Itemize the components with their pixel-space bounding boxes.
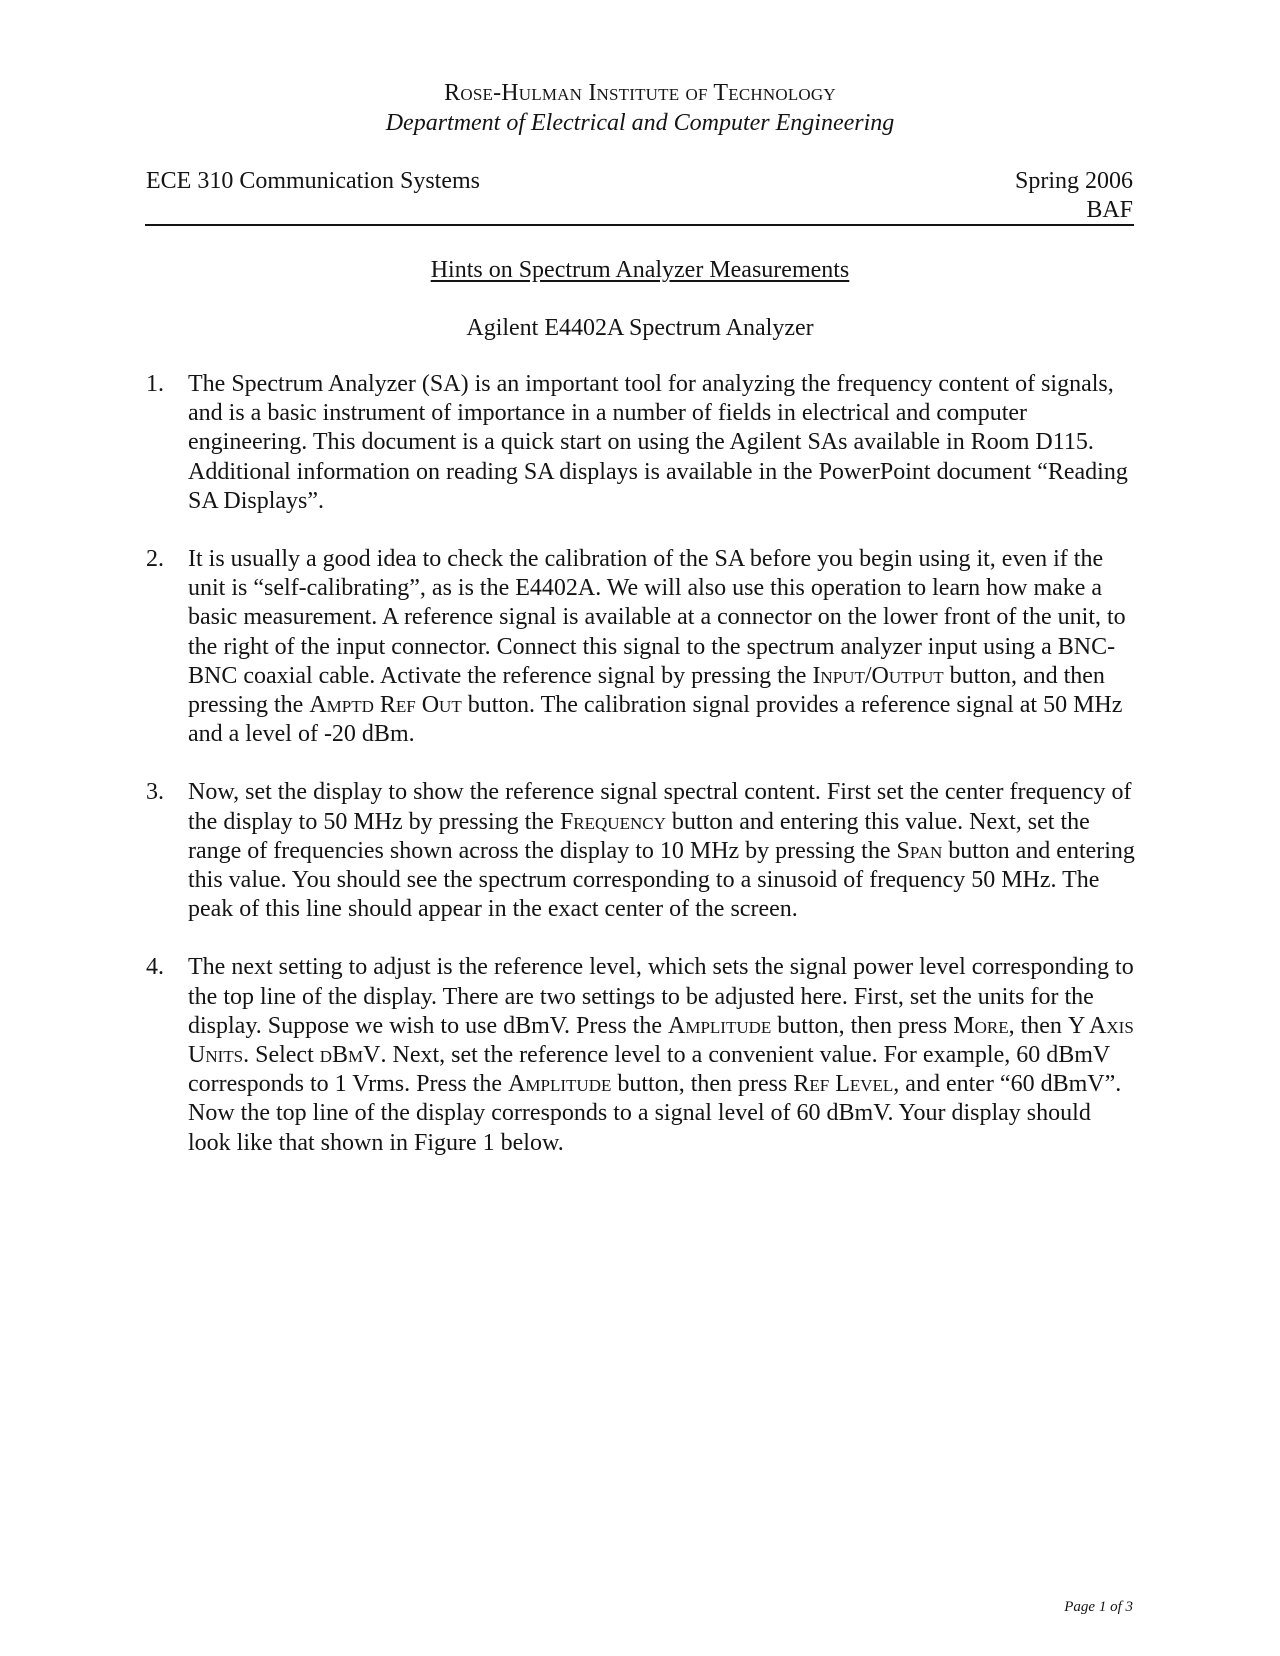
page-number: Page 1 of 3 — [1064, 1599, 1133, 1615]
list-item-text: It is usually a good idea to check the calibration of the SA before you begin using it, even if the unit is “self-calibrating”, as is the E4402A. We will also use this operation to learn how make a basic measurement. A reference signal is available at a connector on the lower front of the unit, to the right of the input connector. Connect this signal to the spectrum analyzer input using a BNC-BNC coaxial cable. Activate the reference signal by pressing the — [188, 546, 1126, 689]
document-subtitle: Agilent E4402A Spectrum Analyzer — [466, 315, 814, 341]
list-item-text: , and enter “60 dBmV”. Now the top line of the display corresponds to a signal level of 60 dBmV. Your display should look like that shown in Figure 1 below. — [188, 1071, 1122, 1156]
author-initials: BAF — [1086, 197, 1133, 223]
list-item-number: 4. — [146, 954, 164, 981]
list-item-text: button and entering this value. Next, set the range of frequencies shown across the display to 10 MHz by pressing the — [188, 808, 1090, 864]
list-item-text: button. The calibration signal provides a reference signal at 50 MHz and a level of -20 dBm. — [188, 692, 1123, 748]
term-label: Spring 2006 — [1014, 168, 1133, 194]
key-name-amptd-ref-out: Amptd Ref Out — [309, 692, 462, 719]
key-name-dbmv: dBmV — [319, 1042, 381, 1069]
key-name-frequency: Frequency — [559, 808, 666, 835]
list-item-text: The next setting to adjust is the reference level, which sets the signal power level corresponding to the top line of the display. There are two settings to be adjusted here. First, set the units for the display. Suppose we wish to use dBmV. Press the — [188, 954, 1134, 1039]
list-item-text: . Select — [243, 1042, 320, 1069]
key-name-input-output: Input/Output — [812, 662, 944, 689]
list-item-text: button, and then pressing the — [188, 662, 1105, 719]
list-item — [146, 545, 1136, 749]
list-item-text: Now, set the display to show the reference signal spectral content. First set the center frequency of the display to 50 MHz by pressing the — [188, 779, 1132, 835]
list-item-text: , then — [1008, 1012, 1068, 1039]
list-item-text: The Spectrum Analyzer (SA) is an important tool for analyzing the frequency content of signals, and is a basic instrument of importance in a number of fields in electrical and computer engineering. This document is a quick start on using the Agilent SAs available in Room D115. Additional information on reading SA displays is available in the PowerPoint document “Reading SA Displays”. — [188, 371, 1128, 514]
header-divider — [145, 224, 1134, 226]
key-name-span: Span — [896, 837, 943, 864]
key-name-amplitude: Amplitude — [508, 1071, 612, 1098]
key-name-ref-level: Ref Level — [793, 1071, 894, 1098]
list-item-text: . Next, set the reference level to a convenient value. For example, 60 dBmV corresponds to 1 Vrms. Press the — [188, 1042, 1110, 1098]
list-item-text: button, then press — [771, 1012, 954, 1039]
institution-name: Rose-Hulman Institute of Technology — [444, 80, 836, 106]
department-name: Department of Electrical and Computer Engineering — [385, 110, 895, 136]
list-item — [146, 778, 1136, 924]
list-item-text: button and entering this value. You should see the spectrum corresponding to a sinusoid of frequency 50 MHz. The peak of this line should appear in the exact center of the screen. — [188, 837, 1135, 923]
list-item-number: 1. — [146, 371, 164, 397]
document-title — [0, 255, 1280, 285]
document-title-text: Hints on Spectrum Analyzer Measurements — [430, 257, 850, 283]
instruction-list — [146, 370, 1136, 1187]
list-item — [146, 953, 1136, 1157]
list-item-text: button, then press — [611, 1071, 794, 1098]
list-item — [146, 370, 1136, 516]
key-name-amplitude: Amplitude — [668, 1012, 772, 1039]
course-title: ECE 310 Communication Systems — [146, 168, 480, 194]
list-item-number: 2. — [146, 546, 164, 573]
key-name-more: More — [953, 1012, 1009, 1039]
key-name-y-axis-units: Y Axis Units — [188, 1012, 1134, 1069]
list-item-number: 3. — [146, 779, 164, 806]
